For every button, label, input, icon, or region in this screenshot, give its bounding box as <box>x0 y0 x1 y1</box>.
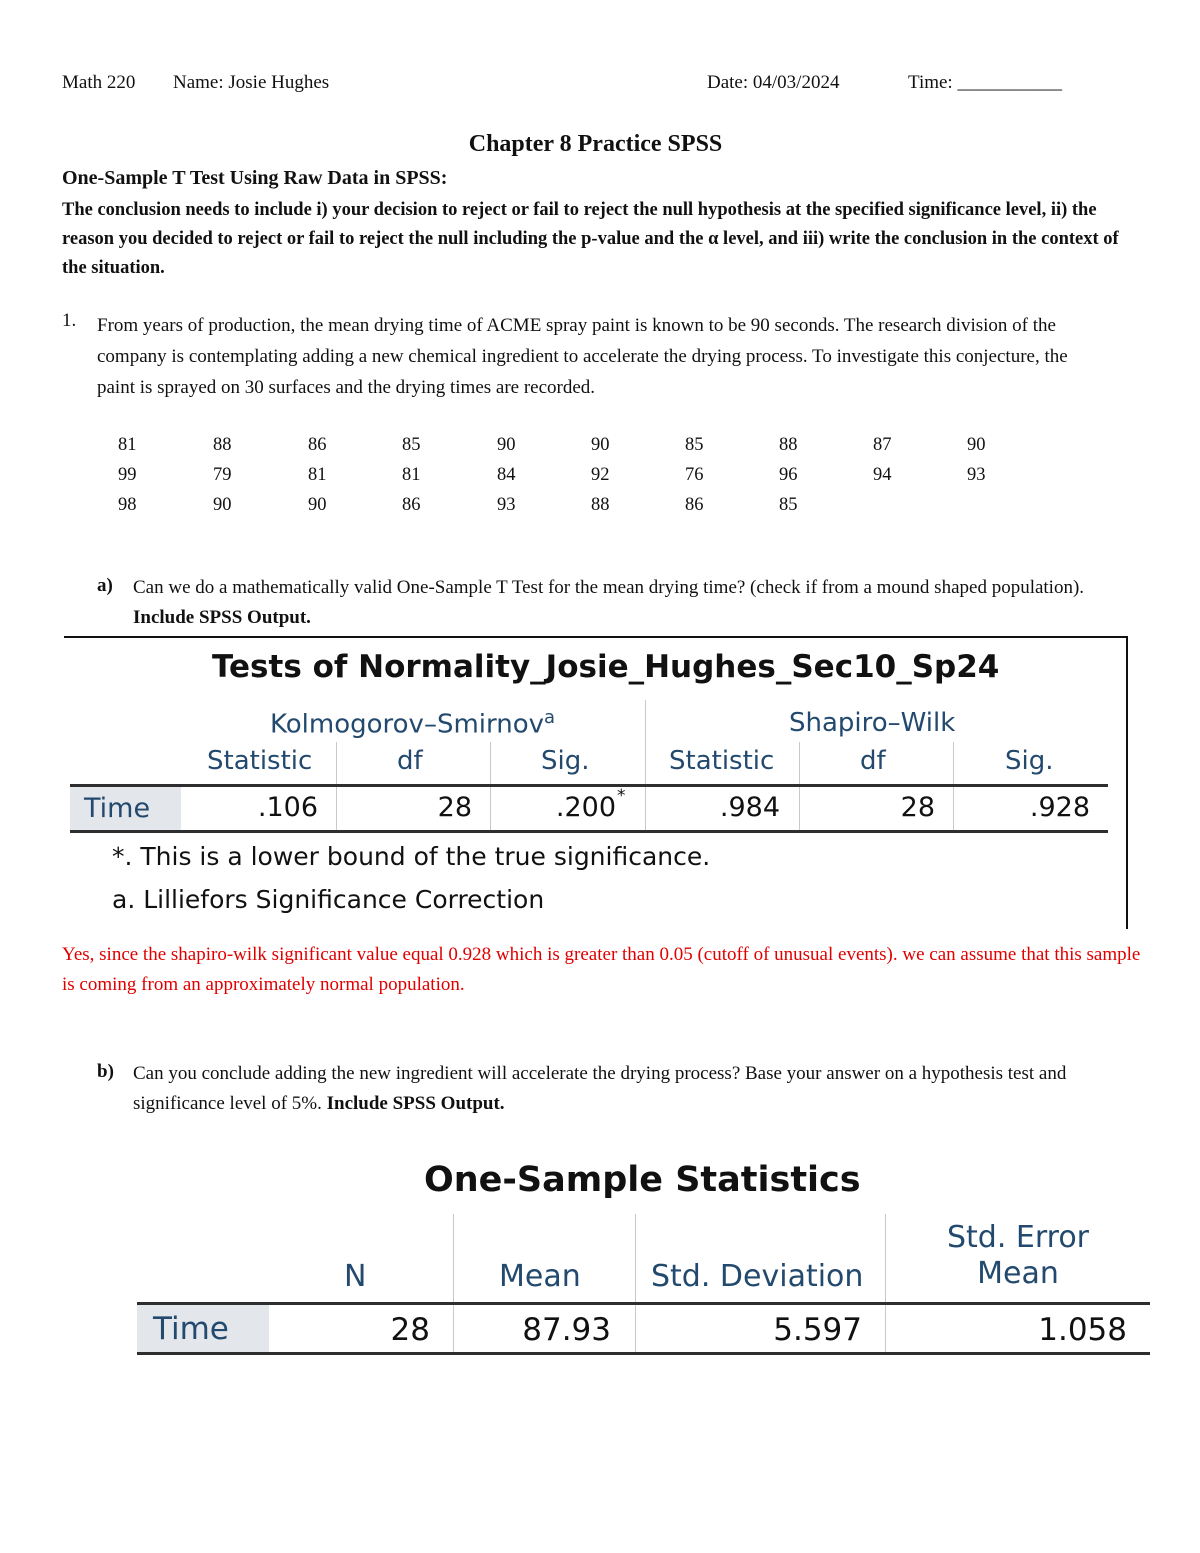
part-a-text: Can we do a mathematically valid One-Sample T Test for the mean drying time? (check if from a mound shaped population). <box>133 577 1085 598</box>
col-header-std-deviation: Std. Deviation <box>651 1259 864 1294</box>
data-value: 85 <box>685 435 704 455</box>
ks-group-label: Kolmogorov–Smirnov <box>270 709 545 740</box>
col-header-sig: Sig. <box>541 746 590 776</box>
data-value: 81 <box>308 465 327 485</box>
data-value: 85 <box>779 495 798 515</box>
column-divider <box>490 742 491 832</box>
question-text: From years of production, the mean drying time of ACME spray paint is known to be 90 seconds. The research division of the company is contemplating adding a new chemical ingredient to accelerate the drying process. To investigate this conjecture, the paint is sprayed on 30 surfaces and the drying times are recorded. <box>97 315 1068 398</box>
sw-statistic-value: .984 <box>719 792 780 823</box>
sw-group-header: Shapiro–Wilk <box>789 708 956 738</box>
col-header-statistic: Statistic <box>207 746 313 776</box>
part-a-question <box>133 573 1123 633</box>
std-deviation-value: 5.597 <box>773 1312 862 1348</box>
data-value: 87 <box>873 435 892 455</box>
data-value: 88 <box>779 435 798 455</box>
row-label-time: Time <box>70 787 181 831</box>
section-subtitle: One-Sample T Test Using Raw Data in SPSS: <box>62 167 448 189</box>
data-value: 86 <box>402 495 421 515</box>
data-value: 90 <box>308 495 327 515</box>
part-b-output-note: Include SPSS Output. <box>326 1093 505 1114</box>
data-value: 90 <box>967 435 986 455</box>
data-value: 90 <box>497 435 516 455</box>
data-value: 98 <box>118 495 137 515</box>
std-error-mean-value: 1.058 <box>1038 1312 1127 1348</box>
ks-sig-value: .200 <box>555 792 616 823</box>
sw-df-value: 28 <box>900 792 935 823</box>
part-b-label: b) <box>97 1061 114 1082</box>
instructions: The conclusion needs to include i) your decision to reject or fail to reject the null hypothesis at the specified significance level, ii) the reason you decided to reject or fail to reject the null including the p-value and the α level, and iii) write the conclusion in the context of the situation. <box>62 200 1119 278</box>
page-title: Chapter 8 Practice SPSS <box>468 131 723 157</box>
n-value: 28 <box>390 1312 430 1348</box>
column-divider <box>336 742 337 832</box>
time-label: Time: ___________ <box>908 72 1062 93</box>
footnote-lower-bound: *. This is a lower bound of the true significance. <box>112 842 711 871</box>
header-rule <box>137 1302 1150 1305</box>
data-value: 90 <box>591 435 610 455</box>
data-value: 96 <box>779 465 798 485</box>
col-header-mean: Mean <box>499 1259 581 1294</box>
data-value: 92 <box>591 465 610 485</box>
data-value: 93 <box>967 465 986 485</box>
data-value: 76 <box>685 465 704 485</box>
course-label: Math 220 <box>62 72 136 93</box>
bottom-rule <box>137 1352 1150 1355</box>
column-divider <box>645 700 646 832</box>
part-b-text: Can you conclude adding the new ingredient will accelerate the drying process? Base your answer on a hypothesis test and significance level of 5%. <box>133 1063 1067 1114</box>
data-value: 79 <box>213 465 232 485</box>
ks-statistic-value: .106 <box>257 792 318 823</box>
mean-value: 87.93 <box>522 1312 611 1348</box>
sw-sig-value: .928 <box>1029 792 1090 823</box>
data-row <box>118 435 1118 465</box>
part-b-question <box>133 1059 1143 1119</box>
data-value: 88 <box>213 435 232 455</box>
table-title: Tests of Normality_Josie_Hughes_Sec10_Sp24 <box>212 649 1000 685</box>
column-divider <box>953 742 954 832</box>
col-header-n: N <box>344 1259 367 1294</box>
footnote-lilliefors: a. Lilliefors Significance Correction <box>112 885 545 914</box>
column-divider <box>799 742 800 832</box>
data-value: 88 <box>591 495 610 515</box>
col-header-df: df <box>860 746 886 776</box>
data-value: 81 <box>118 435 137 455</box>
row-label-time: Time <box>137 1305 269 1353</box>
data-row <box>118 465 1118 495</box>
col-header-sig: Sig. <box>1005 746 1054 776</box>
ks-footnote-marker: a <box>544 707 556 728</box>
col-header-line: Mean <box>977 1256 1059 1291</box>
ks-df-value: 28 <box>437 792 472 823</box>
col-header-line: Std. Error <box>946 1220 1090 1255</box>
data-value: 84 <box>497 465 516 485</box>
col-header-statistic: Statistic <box>669 746 775 776</box>
bottom-rule <box>70 830 1108 833</box>
data-value: 85 <box>402 435 421 455</box>
student-name: Name: Josie Hughes <box>173 72 330 93</box>
data-value: 90 <box>213 495 232 515</box>
part-a-label: a) <box>97 575 113 596</box>
col-header-df: df <box>397 746 423 776</box>
answer-a: Yes, since the shapiro-wilk significant value equal 0.928 which is greater than 0.05 (cutoff of unusual events). we can assume that this sample is coming from an approximately normal population. <box>62 944 1141 995</box>
data-value: 81 <box>402 465 421 485</box>
part-a-output-note: Include SPSS Output. <box>133 607 311 628</box>
ks-group-header <box>270 707 555 740</box>
date-label: Date: 04/03/2024 <box>707 72 840 93</box>
column-divider <box>635 1214 636 1354</box>
question-number: 1. <box>62 310 77 331</box>
data-value: 86 <box>308 435 327 455</box>
data-value: 93 <box>497 495 516 515</box>
data-value: 94 <box>873 465 892 485</box>
table-title: One-Sample Statistics <box>424 1160 861 1200</box>
data-value: 86 <box>685 495 704 515</box>
sig-footnote-marker: * <box>617 786 626 806</box>
col-header-std-error-mean <box>886 1220 1150 1292</box>
column-divider <box>453 1214 454 1354</box>
data-row <box>118 495 1118 525</box>
header-rule <box>70 784 1108 787</box>
data-value: 99 <box>118 465 137 485</box>
